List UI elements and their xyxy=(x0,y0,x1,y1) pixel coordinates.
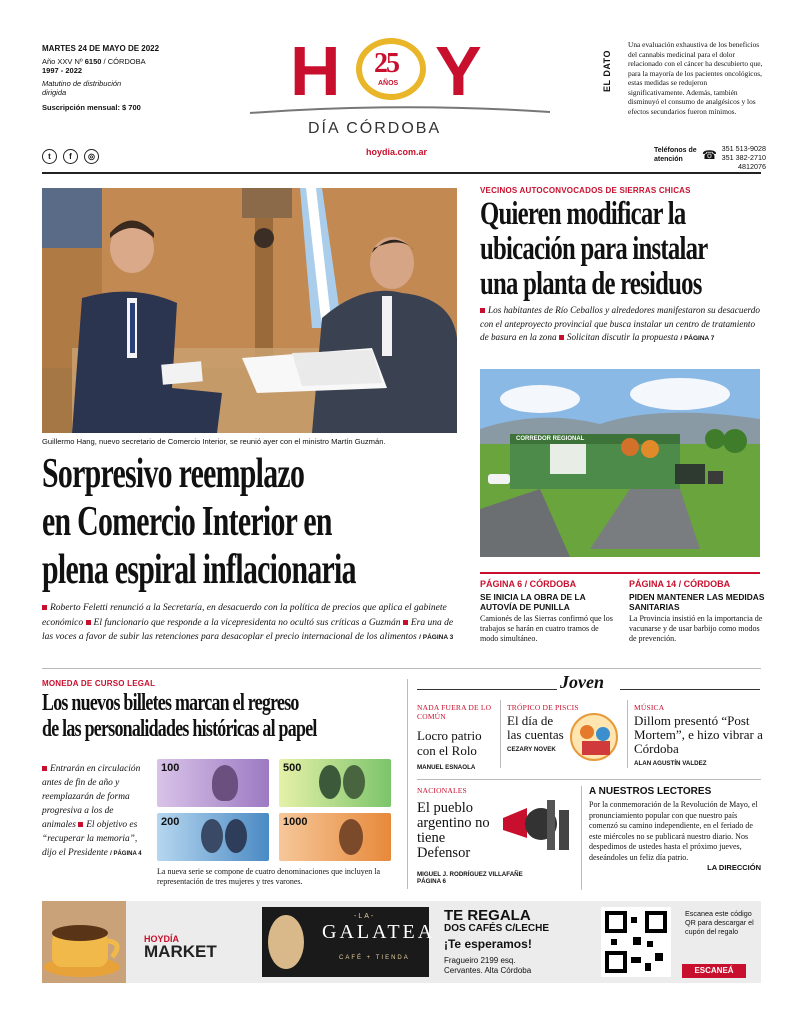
qr-text: Escanea este código QR para descargar el cupón del regalo xyxy=(685,909,754,936)
ad-sub: DOS CAFÉS C/LECHE xyxy=(444,923,550,934)
banknotes-image xyxy=(157,759,391,863)
lectores-divider xyxy=(581,786,582,890)
nacionales-story[interactable] xyxy=(417,786,577,885)
banknote-100: 100 xyxy=(157,759,269,807)
phone-list: 351 513-9028 351 382-2710 4812076 xyxy=(721,144,766,171)
ad-address: Fragueiro 2199 esq. Cervantes. Alta Córdoba xyxy=(444,956,532,975)
nacionales-byline: MIGUEL J. RODRÍGUEZ VILLAFAÑE xyxy=(417,871,523,878)
brief-title: PIDEN MANTENER LAS MEDIDAS SANITARIAS xyxy=(629,592,765,612)
distribution-note: Matutino de distribución dirigida xyxy=(42,79,122,97)
instagram-icon[interactable]: ◎ xyxy=(84,149,99,164)
main-photo xyxy=(42,188,457,433)
ad-headline: TE REGALA xyxy=(444,907,531,924)
website-link[interactable]: hoydia.com.ar xyxy=(366,147,428,157)
render-sign: CORREDOR REGIONAL xyxy=(516,436,585,442)
brief-title: SE INICIA LA OBRA DE LA AUTOVÍA DE PUNILLA xyxy=(480,592,586,612)
sierras-summary: Los habitantes de Río Ceballos y alrededores manifestaron su desacuerdo con el anteproyecto provincial que busca instalar un centro de tratamiento de basura en la zona Solicitan discutir la propuesta / PÁGINA 7 xyxy=(480,305,760,342)
nacionales-title: El pueblo argentino no tiene Defensor xyxy=(417,800,490,861)
edition-info: Año XXV Nº 6150 / CÓRDOBA xyxy=(42,57,146,66)
galatea-logo xyxy=(262,907,436,977)
issue-date: MARTES 24 DE MAYO DE 2022 xyxy=(42,44,160,53)
sierras-page-ref: / PÁGINA 7 xyxy=(680,335,715,342)
cuentas-illustration xyxy=(570,713,618,761)
ad-banner[interactable] xyxy=(42,901,761,983)
plant-render-image xyxy=(480,369,760,557)
masthead-divider xyxy=(42,172,761,174)
subscription-price: Suscripción mensual: $ 700 xyxy=(42,103,141,112)
joven-title: Locro patrio con el Rolo xyxy=(417,728,482,758)
logo-25: 25 xyxy=(374,48,398,79)
main-headline[interactable]: Sorpresivo reemplazo en Comercio Interior en plena espiral inflacionaria xyxy=(42,451,356,593)
banknotes-caption: La nueva serie se compone de cuatro denominaciones que incluyen la representación de tres mujeres y tres varones. xyxy=(157,867,381,886)
ad-invite: ¡Te esperamos! xyxy=(444,937,532,951)
sierras-headline[interactable]: Quieren modificar la ubicación para instalar una planta de residuos xyxy=(480,196,708,302)
joven-byline: CEZARY NOVEK xyxy=(507,746,556,753)
joven-kicker: TRÓPICO DE PISCIS xyxy=(507,703,579,712)
coffee-cup-image xyxy=(42,901,126,983)
masthead-info xyxy=(42,44,162,112)
phone-icon: ☎ xyxy=(702,148,717,162)
joven-kicker: NADA FUERA DE LO COMÚN xyxy=(417,703,492,721)
logo-subtitle: DÍA CÓRDOBA xyxy=(308,120,442,137)
brief-page: PÁGINA 14 / CÓRDOBA xyxy=(629,579,731,589)
joven-item-dillom[interactable] xyxy=(634,703,764,767)
joven-divider xyxy=(627,700,628,768)
main-page-ref: / PÁGINA 3 xyxy=(419,634,454,641)
facebook-icon[interactable]: f xyxy=(63,149,78,164)
scan-button[interactable]: ESCANEÁ xyxy=(682,964,746,978)
banknote-200: 200 xyxy=(157,813,269,861)
main-photo-caption: Guillermo Hang, nuevo secretario de Comercio Interior, se reunió ayer con el ministro Martín Guzmán. xyxy=(42,437,386,446)
lectores-signature: LA DIRECCIÓN xyxy=(707,863,761,872)
lectores-notice xyxy=(589,786,761,872)
billetes-summary: Entrarán en circulación antes de fin de año y reemplazarán de forma progresiva a los de animales El objetivo es “recuperar la memoria”, dijo el Presidente / PÁGINA 4 xyxy=(42,764,142,858)
brief-text: La Provincia insistió en la importancia de vacunarse y de usar barbijo como modos de prevención. xyxy=(629,614,763,643)
twitter-icon[interactable]: t xyxy=(42,149,57,164)
main-summary: Roberto Feletti renunció a la Secretaría, en desacuerdo con la política de precios que aplica el gabinete económico El funcionario que responde a la vicepresidenta no ocultó sus críticas a Guzmán Era una de las voces a favor de subir las retenciones para desacoplar el precio internacional de los alimentos / PÁGINA 3 xyxy=(42,603,454,642)
logo-swoosh xyxy=(250,106,550,114)
el-dato-text: Una evaluación exhaustiva de los beneficios del cannabis medicinal para el dolor relacionado con el cáncer ha descubierto que, para la mayoría de los pacientes oncológicos, estas medidas se redujeron significativamente. Además, también disminuyó el consumo de analgésicos y los efectos secundarios fueron mínimos. xyxy=(628,40,763,116)
briefs-divider xyxy=(480,572,760,574)
joven-byline: MANUEL ESNAOLA xyxy=(417,764,476,771)
lectores-text: Por la conmemoración de la Revolución de Mayo, el pronunciamiento popular con que nuestro país comenzó su camino independiente, en el feriado de este miércoles no se publicará nuestro diario. Nos despedimos de ustedes hasta el próximo jueves, deseándoles un feliz día patrio. xyxy=(589,800,758,862)
market-brand-top: HOYDÍA xyxy=(144,934,180,944)
joven-kicker: MÚSICA xyxy=(634,703,665,712)
joven-label: Joven xyxy=(560,672,604,692)
joven-bottom-divider xyxy=(417,779,761,780)
joven-rule-left xyxy=(417,689,557,690)
edition-years: 1997 - 2022 xyxy=(42,66,83,75)
joven-item-locro[interactable] xyxy=(417,703,499,771)
galatea-sub: CAFÉ + TIENDA xyxy=(339,955,410,961)
billetes-kicker: MONEDA DE CURSO LEGAL xyxy=(42,679,156,688)
banknote-1000: 1000 xyxy=(279,813,391,861)
joven-divider xyxy=(500,700,501,768)
brief-autovia[interactable] xyxy=(480,579,616,644)
market-brand-bottom: MARKET xyxy=(144,942,217,961)
nacionales-page: PÁGINA 6 xyxy=(417,878,446,885)
billetes-page-ref: / PÁGINA 4 xyxy=(110,851,142,857)
logo-o-ring xyxy=(356,38,426,100)
nacionales-kicker: NACIONALES xyxy=(417,786,467,795)
galatea-top: -LA- xyxy=(354,913,376,920)
logo[interactable] xyxy=(250,32,550,152)
galatea-name: GALATEA xyxy=(322,921,436,943)
billetes-headline[interactable]: Los nuevos billetes marcan el regreso de las personalidades históricas al papel xyxy=(42,689,317,742)
brief-text: Camionés de las Sierras confirmó que los trabajos se harán en cuatro tramos de modo simultáneo. xyxy=(480,614,613,643)
joven-title: Dillom presentó “Post Mortem”, e hizo vibrar a Córdoba xyxy=(634,713,763,756)
joven-rule-right xyxy=(620,689,760,690)
qr-code-icon[interactable] xyxy=(601,907,671,977)
joven-byline: ALAN AGUSTÍN VALDEZ xyxy=(634,760,707,767)
social-links xyxy=(42,149,105,164)
el-dato-label: EL DATO xyxy=(602,49,612,92)
brief-page: PÁGINA 6 / CÓRDOBA xyxy=(480,579,577,589)
column-divider xyxy=(407,679,408,889)
phones-label: Teléfonos de atención xyxy=(654,147,697,163)
banknote-500: 500 xyxy=(279,759,391,807)
megaphone-illustration xyxy=(497,794,575,858)
brief-sanitarias[interactable] xyxy=(629,579,765,644)
logo-anos: AÑOS xyxy=(378,80,399,87)
sierras-kicker: VECINOS AUTOCONVOCADOS DE SIERRAS CHICAS xyxy=(480,186,691,195)
logo-y: Y xyxy=(435,32,482,110)
logo-h: H xyxy=(290,32,341,110)
lectores-title: A NUESTROS LECTORES xyxy=(589,786,712,797)
section-divider xyxy=(42,668,761,669)
joven-item-cuentas[interactable] xyxy=(507,703,627,753)
joven-title: El día de las cuentas xyxy=(507,713,564,742)
